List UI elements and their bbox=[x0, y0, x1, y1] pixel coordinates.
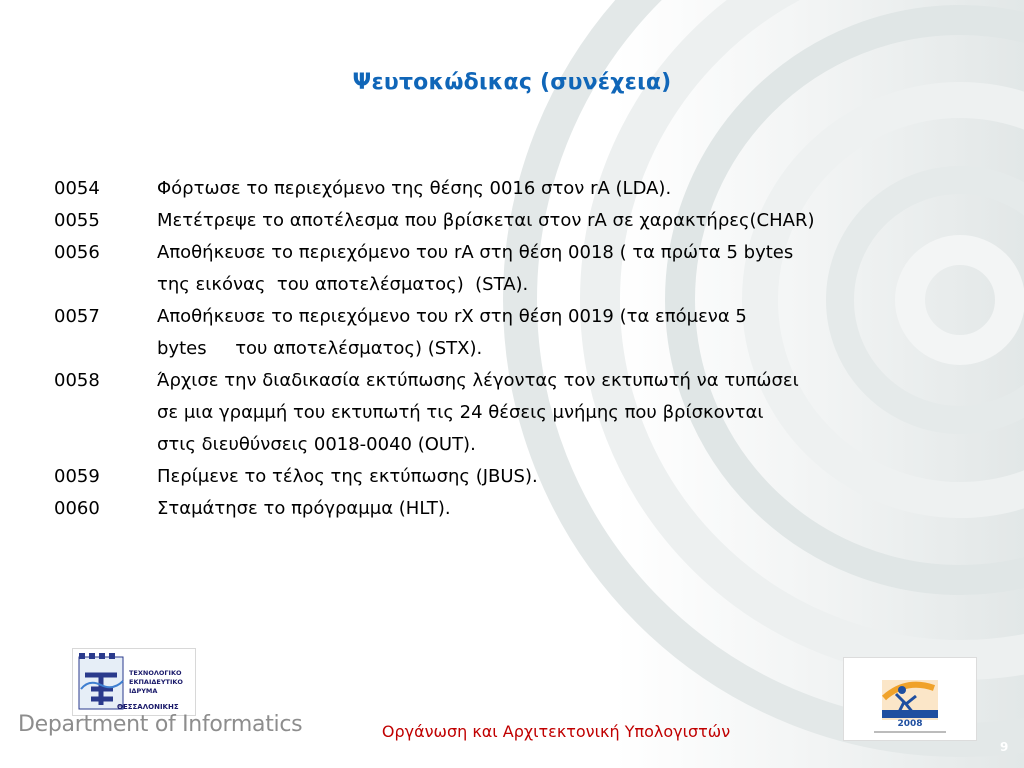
line-text: της εικόνας του αποτελέσματος) (STA). bbox=[157, 274, 529, 295]
svg-text:ΤΕΧΝΟΛΟΓΙΚΟ: ΤΕΧΝΟΛΟΓΙΚΟ bbox=[129, 669, 182, 677]
line-number: 0055 bbox=[54, 210, 100, 231]
list-item bbox=[54, 173, 934, 205]
line-number: 0056 bbox=[54, 242, 100, 263]
svg-text:ΙΔΡΥΜΑ: ΙΔΡΥΜΑ bbox=[129, 687, 158, 695]
list-item bbox=[54, 237, 934, 301]
slide-title: Ψευτοκώδικας (συνέχεια) bbox=[352, 70, 672, 95]
line-text: Αποθήκευσε το περιεχόμενο του rA στη θέση 0018 ( τα πρώτα 5 bytes bbox=[157, 242, 794, 263]
svg-text:2008: 2008 bbox=[897, 719, 923, 729]
line-number: 0057 bbox=[54, 306, 100, 327]
line-text: Αποθήκευσε το περιεχόμενο του rX στη θέση 0019 (τα επόμενα 5 bbox=[157, 306, 747, 327]
line-number: 0060 bbox=[54, 498, 100, 519]
footer-course-title: Οργάνωση και Αρχιτεκτονική Υπολογιστών bbox=[381, 722, 731, 741]
list-item bbox=[54, 301, 934, 365]
line-text: στις διευθύνσεις 0018-0040 (OUT). bbox=[157, 434, 476, 455]
line-number: 0054 bbox=[54, 178, 100, 199]
line-text: bytes του αποτελέσματος) (STX). bbox=[157, 338, 483, 359]
department-label: Department of Informatics bbox=[18, 712, 303, 737]
line-text: Περίμενε το τέλος της εκτύπωσης (JBUS). bbox=[157, 466, 538, 487]
svg-text:ΘΕΣΣΑΛΟΝΙΚΗΣ: ΘΕΣΣΑΛΟΝΙΚΗΣ bbox=[117, 703, 179, 711]
page-number: 9 bbox=[1000, 740, 1009, 754]
tei-logo-graphic bbox=[73, 649, 195, 715]
svg-text:ΕΚΠΑΙΔΕΥΤΙΚΟ: ΕΚΠΑΙΔΕΥΤΙΚΟ bbox=[129, 678, 183, 686]
line-number: 0059 bbox=[54, 466, 100, 487]
pseudocode-list bbox=[54, 173, 934, 525]
list-item bbox=[54, 461, 934, 493]
tei-thessaloniki-logo-icon bbox=[72, 648, 196, 716]
line-text: Φόρτωσε το περιεχόμενο της θέσης 0016 στον rA (LDA). bbox=[157, 178, 672, 199]
ellada-2008-logo-icon bbox=[843, 657, 977, 741]
line-number: 0058 bbox=[54, 370, 100, 391]
line-text: Σταμάτησε το πρόγραμμα (HLT). bbox=[157, 498, 451, 519]
list-item bbox=[54, 493, 934, 525]
line-text: Μετέτρεψε το αποτέλεσμα που βρίσκεται στον rA σε χαρακτήρες(CHAR) bbox=[157, 210, 815, 231]
line-text: σε μια γραμμή του εκτυπωτή τις 24 θέσεις μνήμης που βρίσκονται bbox=[157, 402, 764, 423]
ellada-logo-graphic bbox=[844, 658, 976, 740]
list-item bbox=[54, 205, 934, 237]
line-text: Άρχισε την διαδικασία εκτύπωσης λέγοντας τον εκτυπωτή να τυπώσει bbox=[157, 370, 799, 391]
list-item bbox=[54, 365, 934, 461]
